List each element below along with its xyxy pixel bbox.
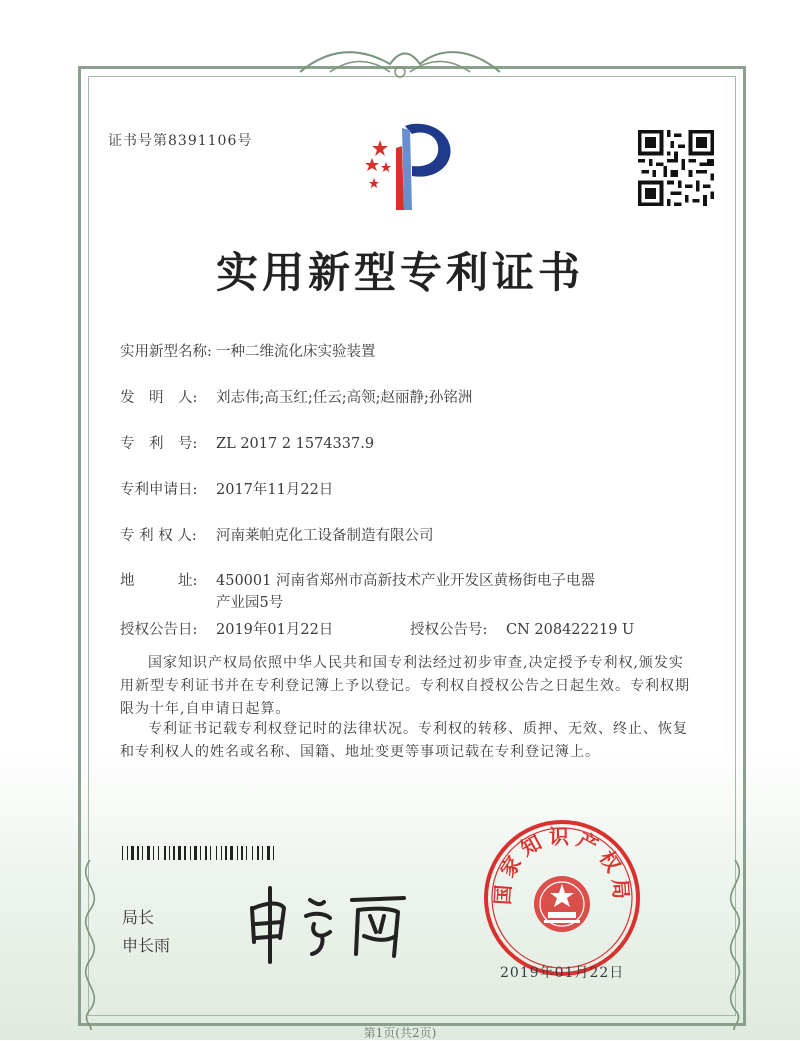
barcode-bar [273, 846, 274, 860]
barcode-bar [137, 846, 139, 860]
barcode-bar [147, 846, 150, 860]
patent-office-logo [350, 118, 470, 218]
left-bottom-ornament [70, 860, 110, 1030]
seal-text: 国家知识产权局 [490, 824, 634, 906]
barcode-bar [169, 846, 170, 860]
inventors-row [120, 386, 472, 407]
barcode-bar [184, 846, 186, 860]
barcode-bar [190, 846, 191, 860]
official-seal [482, 818, 642, 978]
barcode-bar [194, 846, 197, 860]
barcode-bar [210, 846, 211, 860]
barcode-bar [122, 846, 123, 860]
barcode-bar [241, 846, 243, 860]
model-name-row [120, 340, 376, 361]
patent-number-value: ZL 2017 2 1574337.9 [216, 436, 375, 452]
address-label: 地 址: [120, 573, 198, 589]
barcode-bar [257, 846, 259, 860]
announce-number-row [410, 618, 634, 639]
patentee-row [120, 524, 434, 545]
legal-status-paragraph: 专利证书记载专利权登记时的法律状况。专利权的转移、质押、无效、终止、恢复和专利权人的姓名或名称、国籍、地址变更等事项记载在专利登记簿上。 [120, 721, 688, 760]
grant-paragraph: 国家知识产权局依照中华人民共和国专利法经过初步审查,决定授予专利权,颁发实用新型专利证书并在专利登记簿上予以登记。专利权自授权公告之日起生效。专利权期限为十年,自申请日起算。 [120, 655, 690, 717]
right-bottom-ornament [715, 860, 755, 1030]
handwritten-signature [240, 880, 420, 970]
announce-number-value: CN 208422219 U [506, 622, 635, 638]
patent-number-row [120, 432, 374, 453]
top-ornament [290, 42, 510, 86]
signatory-name: 申长雨 [122, 936, 171, 955]
barcode-bar [200, 846, 201, 860]
qr-code [638, 130, 714, 206]
announce-date-row [120, 618, 333, 639]
announce-number-label: 授权公告号: [410, 622, 488, 638]
filing-date-value: 2017年11月22日 [216, 482, 334, 498]
patentee-label: 专 利 权 人: [120, 528, 197, 544]
barcode-bar [221, 846, 222, 860]
barcode-bar [131, 846, 134, 860]
patent-number-label: 专 利 号: [120, 436, 198, 452]
certificate-title: 实用新型专利证书 [215, 248, 584, 297]
barcode-bar [153, 846, 154, 860]
barcode-bar [262, 846, 263, 860]
address-value: 450001 河南省郑州市高新技术产业开发区黄杨街电子电器产业园5号 [216, 573, 595, 611]
barcode-bar [127, 846, 128, 860]
model-name-value: 一种二维流化床实验装置 [216, 344, 376, 360]
inventors-value: 刘志伟;高玉红;任云;高领;赵丽静;孙铭洲 [216, 390, 473, 406]
barcode-bar [142, 846, 143, 860]
barcode-bar [164, 846, 166, 860]
patentee-value: 河南莱帕克化工设备制造有限公司 [216, 528, 434, 544]
barcode-bar [178, 846, 181, 860]
barcode-bar [252, 846, 253, 860]
barcode-bar [246, 846, 247, 860]
filing-date-label: 专利申请日: [120, 482, 198, 498]
filing-date-row [120, 478, 333, 499]
barcode-bar [230, 846, 233, 860]
barcode-bar [237, 846, 238, 860]
model-name-label: 实用新型名称: [120, 344, 212, 360]
announce-date-value: 2019年01月22日 [216, 622, 334, 638]
barcode-bar [158, 846, 159, 860]
barcode-bar [205, 846, 207, 860]
barcode-bar [173, 846, 175, 860]
address-row [120, 570, 606, 614]
certificate-number: 证书号第8391106号 [108, 133, 253, 149]
signatory-title: 局长 [122, 908, 155, 927]
barcode-bar [225, 846, 227, 860]
page-number: 第1页(共2页) [363, 1026, 437, 1040]
barcode-bar [267, 846, 270, 860]
barcode-bar [216, 846, 217, 860]
inventors-label: 发 明 人: [120, 390, 198, 406]
barcode [122, 846, 342, 860]
seal-date: 2019年01月22日 [500, 965, 625, 981]
announce-date-label: 授权公告日: [120, 622, 198, 638]
